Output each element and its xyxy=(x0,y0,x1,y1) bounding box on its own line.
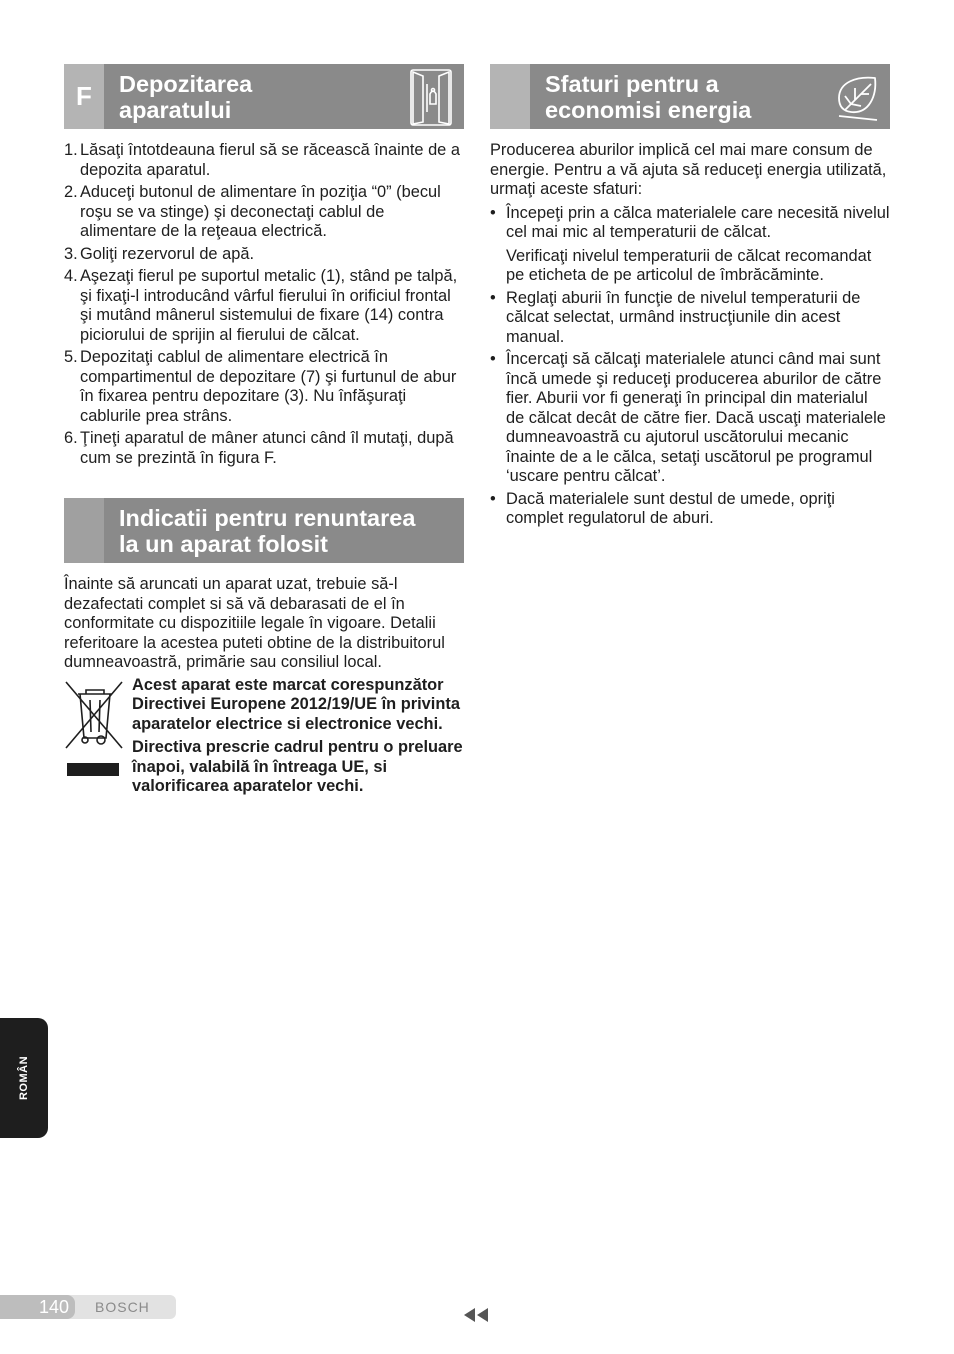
energy-intro: Producerea aburilor implică cel mai mare consum de energie. Pentru a vă ajuta să reduceţi energia utilizată, urmaţi aceste sfaturi: xyxy=(490,141,887,198)
footer-brand: BOSCH xyxy=(95,1299,150,1315)
energy-section-header xyxy=(490,64,890,129)
eco-leaf-icon xyxy=(825,64,890,129)
list-item: • Încercaţi să călcaţi materialele atunci când mai sunt încă umede şi reduceţi producerea aburilor de către fier. Aburii vor fi generaţi în principal din materialul de călcat decât de către fier. Dacă uscaţi materialele dumneavoastră cu ajutorul uscătorului mecanic înainte de a le călca, setaţi uscătorul pe programul ‘uscare pentru călcat’. xyxy=(490,350,890,487)
storage-section-title: Depozitarea aparatului xyxy=(119,70,253,123)
right-column xyxy=(490,64,890,532)
disposal-section-header xyxy=(64,498,464,563)
list-item: 4. Aşezaţi fierul pe suportul metalic (1), stând pe talpă, şi fixaţi-l introducând vârful fierului în orificiul frontal şi mutând mânerul sistemului de fixare (14) contra piciorului de sprijin al fierului de călcat. xyxy=(64,267,458,344)
double-left-arrow-icon[interactable] xyxy=(463,1308,489,1322)
storage-steps-list xyxy=(64,141,464,468)
storage-section-header xyxy=(64,64,464,129)
energy-section-title: Sfaturi pentru a economisi energia xyxy=(545,70,752,123)
section-tab xyxy=(490,64,530,129)
list-item: 5. Depozitaţi cablul de alimentare electrică în compartimentul de depozitare (7) şi furtunul de abur în fixarea pentru depozitare (3). Nu înfăşuraţi cablurile prea strâns. xyxy=(64,348,457,425)
weee-notice xyxy=(64,676,464,797)
list-item: • Reglaţi aburii în funcţie de nivelul temperaturii de călcat selectat, urmând instrucţiunile din acest manual. xyxy=(490,289,890,348)
energy-tips-list xyxy=(490,204,890,529)
storage-cabinet-icon xyxy=(399,64,464,129)
weee-black-bar xyxy=(67,763,119,776)
disposal-section-title: Indicatii pentru renuntarea la un aparat folosit xyxy=(119,504,416,557)
weee-directive-text: Acest aparat este marcat corespunzător Directivei Europene 2012/19/UE în privinta aparatelor electrice si electronice vechi. xyxy=(132,675,460,733)
left-column xyxy=(64,64,464,801)
list-item: 3. Goliţi rezervorul de apă. xyxy=(64,244,255,263)
list-item: 2. Aduceţi butonul de alimentare în poziţia “0” (becul roşu se va stinge) şi deconectaţi cablul de alimentare de la reţeaua electrică. xyxy=(64,183,441,240)
list-item: • Dacă materialele sunt destul de umede, opriţi complet regulatorul de aburi. xyxy=(490,490,890,529)
crossed-out-wheelie-bin-icon xyxy=(64,680,124,777)
language-label: ROMÂN xyxy=(18,1055,30,1101)
language-tab xyxy=(0,1018,48,1138)
list-item: 1. Lăsaţi întotdeauna fierul să se răcească înainte de a depozita aparatul. xyxy=(64,141,460,179)
list-item: • Începeţi prin a călca materialele care necesită nivelul cel mai mic al temperaturii de călcat. Verificaţi nivelul temperaturii de călcat recomandat pe eticheta de pe articolul de îmbrăcăminte. xyxy=(490,204,890,286)
disposal-paragraph: Înainte să aruncati un aparat uzat, trebuie să-l dezafectati complet si să vă debarasati de el în conformitate cu dispozitiile legale în vigoare. Detalii referitoare la acestea puteti obtine de la distribuitorul dumneavoastră, primărie sau consiliul local. xyxy=(64,575,445,671)
weee-collection-text: Directiva prescrie cadrul pentru o preluare înapoi, valabilă în întreaga UE, si valorificarea aparatelor vechi. xyxy=(132,738,463,795)
page-number: 140 xyxy=(0,1295,75,1319)
section-tab xyxy=(64,498,104,563)
list-item: 6. Ţineţi aparatul de mâner atunci când îl mutaţi, după cum se prezintă în figura F. xyxy=(64,429,454,467)
section-letter: F xyxy=(64,64,104,129)
